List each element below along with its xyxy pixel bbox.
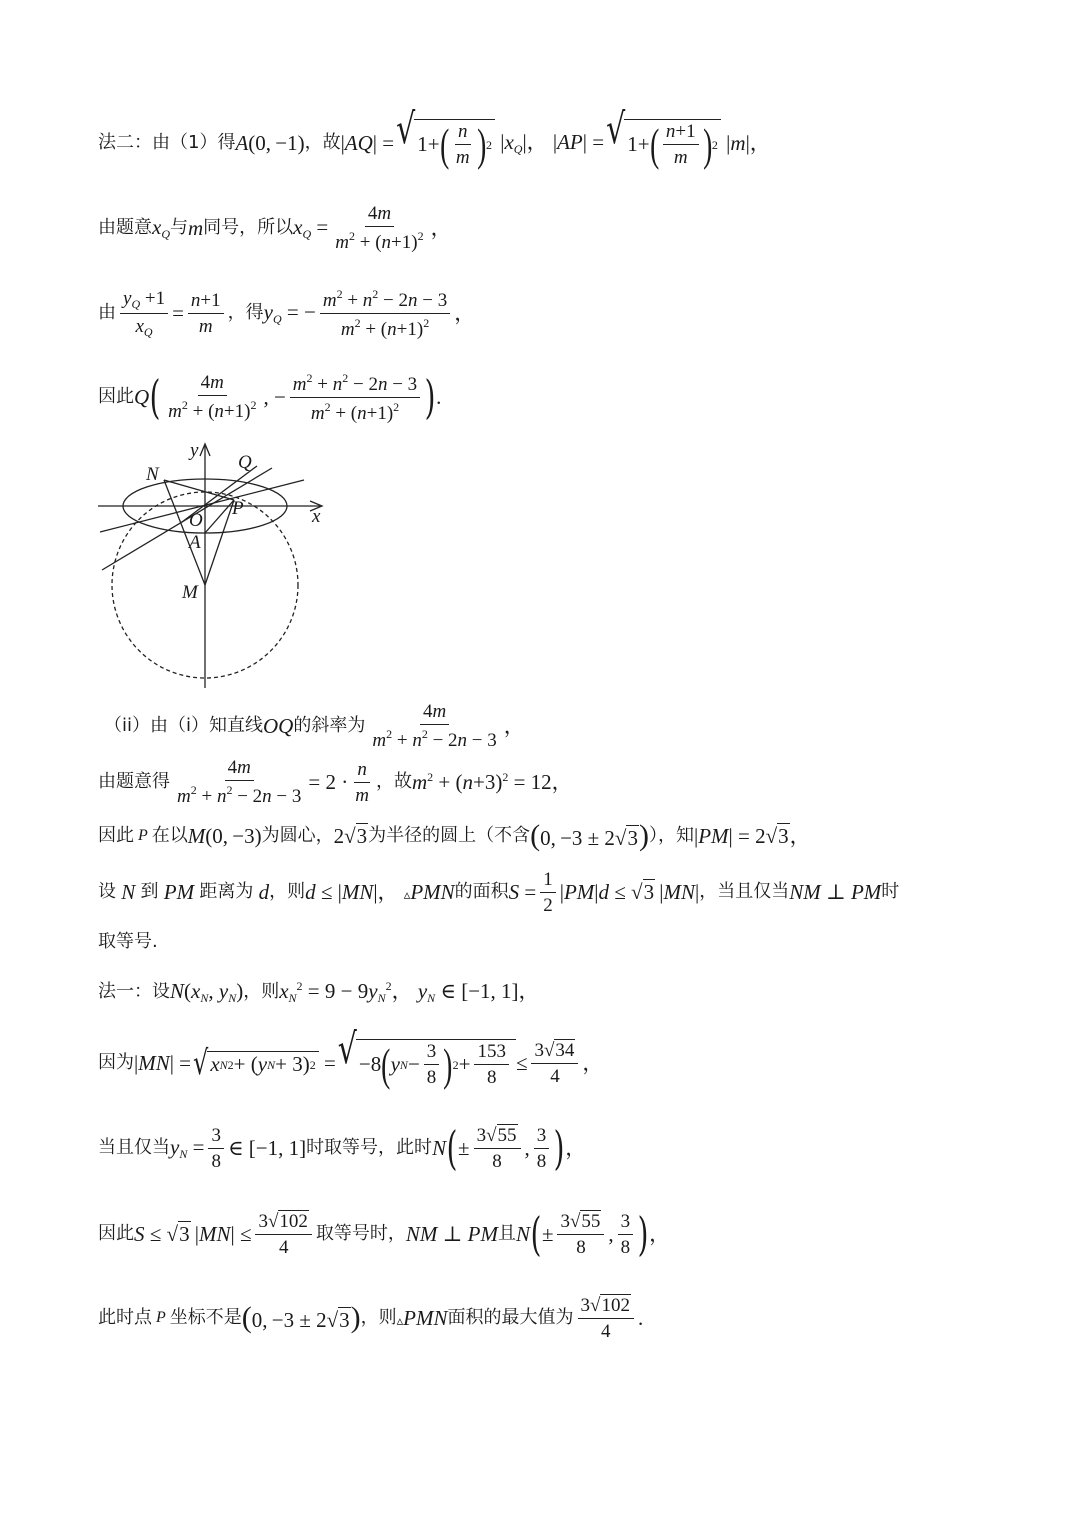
- math: $x_N^2 = 9 - 9y_N^2$， $y_N$ ∈ [−1, 1]，: [279, 979, 540, 1005]
- sqrt-expr: √ x N 2 + ( y N + 3) 2: [193, 1051, 319, 1075]
- text: ，当且仅当: [699, 881, 790, 902]
- math: ,: [524, 1135, 530, 1160]
- paren: (: [530, 1207, 542, 1261]
- math: $|x_Q|$， |AP| =: [494, 129, 605, 156]
- text: 时取等号，此时: [306, 1137, 433, 1158]
- math: ，: [503, 713, 525, 738]
- fraction: $\frac{4m}{m^2 + (n+1)^2}$: [335, 203, 424, 253]
- math: |PM| = 2√3，: [693, 823, 811, 848]
- math: $y_N$ =: [170, 1134, 205, 1161]
- math: = 2 ·: [308, 769, 349, 794]
- paren: ): [637, 1207, 649, 1261]
- text: 为圆心，: [261, 825, 334, 846]
- text: 且: [497, 1223, 516, 1244]
- line-yn-equal: [98, 1118, 586, 1178]
- math: (0, −3 ± 2√3): [530, 819, 649, 852]
- math: ，: [565, 1135, 587, 1160]
- text: 法一：设: [98, 981, 170, 1002]
- text: 距离为: [199, 881, 254, 902]
- math: $m^2 + (n+3)^2 = 12$，: [411, 770, 573, 794]
- label-o: O: [189, 510, 203, 531]
- math: Q: [134, 384, 150, 409]
- math: ,: [608, 1221, 614, 1246]
- fraction: $\frac{m^2 + n^2 - 2n - 3}{m^2 + (n+1)^2}$: [290, 372, 420, 423]
- paren: (: [446, 1121, 458, 1175]
- math: OQ: [263, 713, 294, 738]
- math: |MN| =: [134, 1050, 192, 1075]
- fraction: $\frac{3√55}{8}$: [557, 1212, 604, 1257]
- fraction: $\frac{m^2 + n^2 - 2n - 3}{m^2 + (n+1)^2}$: [320, 288, 450, 339]
- math: |PM|d ≤ √3 |MN|: [559, 879, 700, 904]
- math: ，: [582, 1050, 604, 1075]
- sqrt-expr: √ −8 ( y N − $\frac{3}{8}$ ) 2 + $\frac{153}{8}$: [338, 1039, 516, 1088]
- fraction: $\frac{3√102}{4}$: [255, 1212, 311, 1257]
- line-mn: [98, 1024, 604, 1096]
- math: |m|，: [720, 130, 771, 155]
- math: ▵PMN: [396, 1305, 448, 1330]
- math: ±: [541, 1221, 554, 1246]
- text: 坐标不是: [169, 1307, 242, 1328]
- text: 面积的最大值为: [447, 1307, 574, 1328]
- line-set-d: [98, 866, 899, 918]
- text: 取等号.: [98, 931, 158, 952]
- text: 时: [881, 881, 900, 902]
- line-method2-aq-ap: [98, 104, 771, 178]
- math: , −: [263, 384, 286, 409]
- label-x: x: [312, 506, 321, 527]
- math: P: [134, 827, 152, 844]
- line-tiyi: [98, 756, 573, 808]
- label-a: A: [189, 532, 201, 553]
- label-m: M: [182, 582, 198, 603]
- math: $N(x_N$, $y_N$): [170, 978, 244, 1005]
- text: ，则: [360, 1307, 397, 1328]
- text: 在以: [151, 825, 188, 846]
- text: 由: [98, 302, 116, 323]
- line-xq: [98, 202, 452, 254]
- math: ≤: [515, 1050, 528, 1075]
- math: d ≤ |MN|， ▵PMN: [305, 879, 455, 904]
- text: 由题意: [98, 217, 152, 238]
- math: N: [515, 1221, 530, 1246]
- label-y: y: [190, 440, 199, 461]
- text: ，故: [304, 132, 341, 153]
- fraction: $\frac{3}{8}$: [618, 1212, 634, 1257]
- math: $x_Q$ =: [293, 214, 329, 241]
- paren: (: [149, 370, 161, 424]
- paren: ): [424, 370, 436, 424]
- text: （ii）由（i）知直线: [104, 715, 264, 736]
- fraction: $\frac{3√102}{4}$: [578, 1296, 634, 1341]
- text: 由题意得: [98, 771, 170, 792]
- text: 因此: [98, 386, 134, 407]
- math: A(0, −1): [235, 130, 305, 155]
- text: ，得: [227, 302, 264, 323]
- math: N: [116, 879, 141, 904]
- text: ），知: [648, 825, 694, 846]
- math: NM ⊥ PM: [789, 879, 882, 904]
- fraction: $\frac{3}{8}$: [534, 1126, 550, 1171]
- label-p: P: [232, 498, 244, 519]
- math: M(0, −3): [187, 823, 262, 848]
- line-qudeng: [98, 930, 158, 954]
- fraction: $\frac{3}{8}$: [208, 1126, 224, 1171]
- math: P: [152, 1309, 170, 1326]
- text: ，则: [269, 881, 306, 902]
- sqrt-expr: √ 1+ ( $\frac{n}{m}$ ) 2: [396, 119, 495, 168]
- text: 取等号时，: [315, 1223, 406, 1244]
- math: $y_Q$ = −: [263, 299, 316, 326]
- text: 因为: [98, 1052, 134, 1073]
- math: ±: [458, 1135, 470, 1160]
- line-yq: [98, 286, 475, 340]
- math: =: [318, 1050, 336, 1075]
- math: =: [172, 300, 184, 325]
- text: 当且仅当: [98, 1137, 170, 1158]
- math: PM: [158, 879, 200, 904]
- fraction: $\frac{4m}{m^2 + (n+1)^2}$: [168, 372, 257, 422]
- math: |AQ| =: [340, 130, 395, 155]
- fraction: $\frac{n}{m}$: [355, 758, 369, 806]
- math: .: [436, 384, 442, 409]
- math: ，: [430, 215, 452, 240]
- fraction: $\frac{3√55}{8}$: [474, 1126, 521, 1171]
- geometry-figure: [92, 440, 342, 692]
- text: 的斜率为: [293, 715, 366, 736]
- fraction: $\frac{1}{2}$: [540, 870, 556, 915]
- math: 2√3: [333, 823, 368, 848]
- line-q-coord: [98, 368, 441, 426]
- text: 与: [170, 217, 188, 238]
- text: 的面积: [454, 881, 509, 902]
- fraction: $\frac{3√34}{4}$: [531, 1041, 578, 1086]
- fraction: $\frac{n+1}{m}$: [188, 291, 224, 336]
- label-n: N: [146, 464, 159, 485]
- math: ，: [454, 300, 476, 325]
- math: ，: [649, 1221, 671, 1246]
- text: 为半径的圆上（不含: [368, 825, 531, 846]
- sqrt-expr: √ 1+ ( $\frac{n+1}{m}$ ) 2: [606, 119, 721, 168]
- line-mp: [205, 500, 234, 585]
- fraction: $\frac{y_Q +1}{x_Q}$: [120, 289, 168, 338]
- paren: ): [553, 1121, 565, 1175]
- math: $x_Q$: [152, 214, 170, 241]
- text: 因此: [98, 825, 134, 846]
- line-final: [98, 1290, 643, 1346]
- text: 到: [140, 881, 159, 902]
- text: 设: [98, 881, 116, 902]
- text: 同号，所以: [203, 217, 294, 238]
- math: d: [253, 879, 270, 904]
- text: 因此: [98, 1223, 134, 1244]
- math: NM ⊥ PM: [405, 1221, 498, 1246]
- text: 此时点: [98, 1307, 152, 1328]
- line-circle: [98, 816, 811, 856]
- label-q: Q: [238, 452, 252, 473]
- text: ，故: [375, 771, 412, 792]
- line-s-bound: [98, 1204, 670, 1264]
- math: .: [637, 1305, 644, 1330]
- line-ii: [104, 700, 525, 752]
- math: S =: [508, 879, 537, 904]
- line-method1: [98, 976, 540, 1008]
- math: (0, −3 ± 2√3): [241, 1301, 361, 1334]
- fraction: $\frac{4m}{m^2 + n^2 - 2n - 3}$: [177, 757, 302, 807]
- math: N: [432, 1135, 447, 1160]
- math: m: [188, 215, 204, 240]
- math: S ≤ √3 |MN| ≤: [134, 1221, 252, 1246]
- fraction: $\frac{4m}{m^2 + n^2 - 2n - 3}$: [372, 701, 497, 751]
- math: ∈ [−1, 1]: [227, 1135, 307, 1160]
- text: 法二：由（1）得: [98, 132, 236, 153]
- text: ，则: [243, 981, 280, 1002]
